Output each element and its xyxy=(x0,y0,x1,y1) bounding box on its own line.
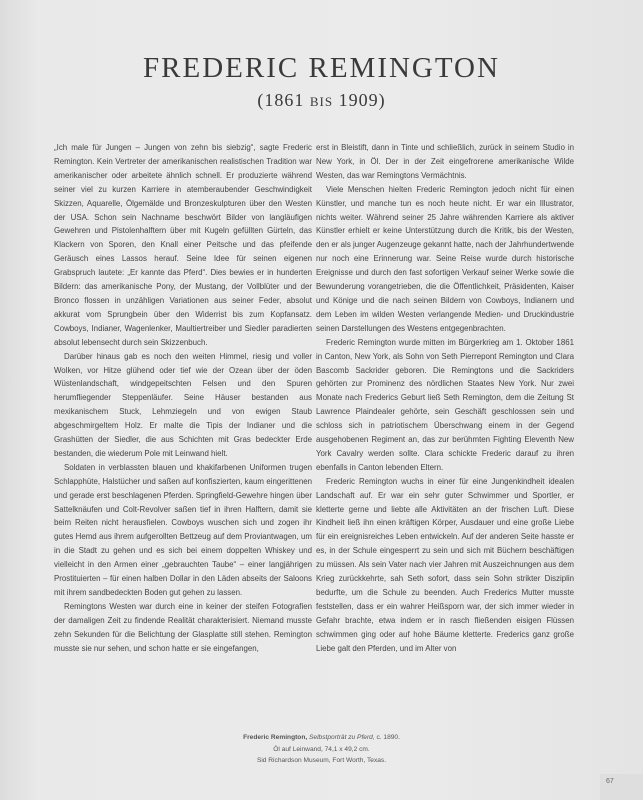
caption-artist: Frederic Remington, xyxy=(243,734,308,741)
figure-caption xyxy=(0,732,643,767)
left-paragraph-4: Remingtons Westen war durch eine in keiner der steifen Fotografien der damaligen Zeit zu findende Realität charakterisiert. Niemand musste zehn Sekunden für die Belichtung der Glasplatte still stehen. Remington musste sie nur sehen, und schon hatte er sie eingefangen, xyxy=(54,601,312,653)
subtitle-bis: BIS xyxy=(309,94,334,109)
right-column xyxy=(316,141,574,656)
left-paragraph-3: Soldaten in verblassten blauen und khakifarbenen Uniformen trugen Schlapphüte, Halstücher und saßen auf konfiszierten, kaum eingerittenen und gerade erst beschlagenen Pferden. Springfield-Gewehre hingen über Sattelknäufen und Colt-Revolver saßen tief in ihren Halftern, damit sie beim Reiten nicht herausfielen. Cowboys wuschen sich und zogen ihr gutes Hemd aus ihrem aufgerollten Bettzeug auf dem Proviantwagen, um in die Stadt zu gehen und es sich bei einem doppelten Whiskey und vielleicht in den Armen einer „gebrauchten Taube“ – einer langjährigen Prostituierten – für einen halben Dollar in den Läden abseits der Saloons mit ihrem sandbedeckten Boden gut gehen zu lassen. xyxy=(54,462,312,597)
page-title xyxy=(0,52,643,85)
page-subtitle xyxy=(0,90,643,111)
right-paragraph-1: erst in Bleistift, dann in Tinte und schließlich, zurück in seinem Studio in New York, in Öl. Der in der Zeit eingefrorene amerikanische Wilde Westen, das war Remingtons Vermächtnis. xyxy=(316,143,574,180)
caption-line-1 xyxy=(0,732,643,744)
caption-date: c. 1890. xyxy=(374,734,400,741)
caption-line-3: Sid Richardson Museum, Fort Worth, Texas. xyxy=(256,757,387,764)
caption-line-2: Öl auf Leinwand, 74,1 x 49,2 cm. xyxy=(273,745,370,753)
right-paragraph-4: Frederic Remington wuchs in einer für eine Jungenkindheit idealen Landschaft auf. Er war ein sehr guter Schwimmer und Sportler, er kletterte gerne und liebte alle Aktivitäten an der frischen Luft. Diese Kindheit ließ ihn einen kräftigen Körper, Ausdauer und eine große Liebe für ein ereignisreiches Leben entwickeln. Auf der anderen Seite hasste er es, in der Schule eingesperrt zu sein und sich mit Büchern beschäftigen zu müssen. Als sein Vater nach vier Jahren mit Auszeichnungen aus dem Krieg zurückkehrte, sah Seth sofort, dass sein Sohn strikter Disziplin bedurfte, um die Schule zu beenden. Auch Frederics Mutter musste feststellen, dass er ein wahrer Heißsporn war, der sich immer wieder in Gefahr brachte, etwa indem er in rasch fließenden eisigen Flüssen schwimmen ging oder auf hohe Bäume kletterte. Frederics ganz große Liebe galt den Pferden, und im Alter von xyxy=(316,476,574,653)
left-paragraph-1: „Ich male für Jungen – Jungen von zehn bis siebzig“, sagte Frederic Remington. Kein Vertreter der amerikanischen realistischen Tradition war amerikanischer oder arbeitete ähnlich schnell. Er produzierte während seiner viel zu kurzen Karriere in atemberaubender Geschwindigkeit Skizzen, Aquarelle, Ölgemälde und Bronzeskulpturen über den Westen der USA. Schon sein Nachname beschwört Bilder von langläufigen Gewehren und Pistolenhalftern über mit Kugeln gefüllten Gürteln, das Klackern von Sporen, den Knall einer Peitsche und das pfeifende Geräusch eines Lassos herauf. Seine Idee für seinen eigenen Grabspruch lautete: „Er kannte das Pferd“. Dies bewies er in hunderten Bildern: das amerikanische Pony, der Mustang, der Vollblüter und der Bronco flossen in unzähligen Variationen aus seiner Feder, absolut akkurat vom Sprungbein über den Widerrist bis zum Kopfansatz. Cowboys, Indianer, Wagenlenker, Maultiertreiber und Siedler paradierten absolut lebensecht durch sein Skizzenbuch. xyxy=(54,143,312,347)
page-number: 67 xyxy=(606,778,614,785)
subtitle-open: (1861 xyxy=(257,90,310,110)
caption-work-title: Selbstporträt zu Pferd, xyxy=(309,734,375,741)
left-paragraph-2: Darüber hinaus gab es noch den weiten Himmel, riesig und voller Wolken, vor Hitze glühend oder tief wie der Ozean über der öden Wüstenlandschaft, windgepeitschten Felsen und den Spuren herumfliegender Steppenläufer. Seine Häuser bestanden aus mexikanischem Stuck, Lehmziegeln und von ewigen Staub abgeschmirgeltem Holz. Er malte die Tipis der Indianer und die Grashütten der Siedler, die aus Schichten mit Gras bedeckter Erde bestanden, die wiederum Pole mit Leinwand hielt. xyxy=(54,351,312,458)
right-paragraph-2: Viele Menschen hielten Frederic Remington jedoch nicht für einen Künstler, und manche tun es noch heute nicht. Er war ein Illustrator, nichts weiter. Während seiner 25 Jahre währenden Karriere als aktiver Künstler erhielt er keine Unterstützung durch die Kritik, bis der Westen, den er als junger Augenzeuge gekannt hatte, nach der Jahrhundertwende nur noch eine Erinnerung war. Seine Reise wurde durch historische Ereignisse und durch den fast sofortigen Verkauf seiner Werke sowie die Bewunderung vorangetrieben, die die Öffentlichkeit, Präsidenten, Kaiser und Könige und die nach seinen Bildern von Cowboys, Indianern und dem Leben im wilden Westen verlangende Medien- und Druckindustrie seinen Darstellungen des Westens entgegenbrachten. xyxy=(316,184,574,333)
left-column xyxy=(54,141,312,656)
right-paragraph-3: Frederic Remington wurde mitten im Bürgerkrieg am 1. Oktober 1861 in Canton, New York, als Sohn von Seth Pierrepont Remington und Clara Bascomb Sackrider geboren. Die Remingtons und die Sackriders gehörten zur Prominenz des nördlichen Staates New York. Nur zwei Monate nach Frederics Geburt ließ Seth Remington, dem die Zeitung St Lawrence Plaindealer gehörte, sein Geschäft geschlossen sein und schloss sich in patriotischem Überschwang einem in der Gegend ausgehobenen Regiment an, das zur berühmten Fighting Eleventh New York Cavalry werden sollte. Clara schickte Frederic darauf zu ihren ebenfalls in Canton lebenden Eltern. xyxy=(316,337,574,472)
title-text: FREDERIC REMINGTON xyxy=(143,52,500,84)
subtitle-close: 1909) xyxy=(333,90,386,110)
